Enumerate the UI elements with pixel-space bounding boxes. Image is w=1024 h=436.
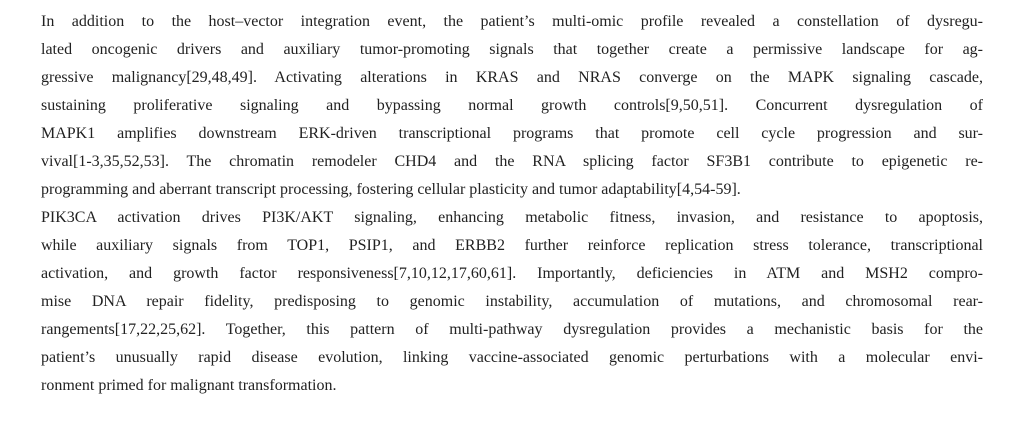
text-line: lated oncogenic drivers and auxiliary tumor-promoting signals that together create a permissive landscape for ag-: [41, 41, 983, 58]
text-line: In addition to the host–vector integration event, the patient’s multi-omic profile revealed a constellation of dysregu-: [41, 13, 983, 30]
text-line: programming and aberrant transcript processing, fostering cellular plasticity and tumor adaptability[4,54-59].: [41, 181, 741, 198]
text-line: activation, and growth factor responsiveness[7,10,12,17,60,61]. Importantly, deficiencies in ATM and MSH2 compro-: [41, 265, 983, 282]
text-line: PIK3CA activation drives PI3K/AKT signaling, enhancing metabolic fitness, invasion, and resistance to apoptosis,: [41, 209, 983, 226]
text-line: mise DNA repair fidelity, predisposing to genomic instability, accumulation of mutations, and chromosomal rear-: [41, 293, 983, 310]
text-line: rangements[17,22,25,62]. Together, this pattern of multi-pathway dysregulation provides a mechanistic basis for the: [41, 321, 983, 338]
text-line: sustaining proliferative signaling and bypassing normal growth controls[9,50,51]. Concurrent dysregulation of: [41, 97, 983, 114]
text-line: MAPK1 amplifies downstream ERK-driven transcriptional programs that promote cell cycle progression and sur-: [41, 125, 983, 142]
text-line: gressive malignancy[29,48,49]. Activating alterations in KRAS and NRAS converge on the MAPK signaling cascade,: [41, 69, 983, 86]
text-line: while auxiliary signals from TOP1, PSIP1, and ERBB2 further reinforce replication stress tolerance, transcriptional: [41, 237, 983, 254]
text-line: ronment primed for malignant transformation.: [41, 377, 337, 394]
text-line: vival[1-3,35,52,53]. The chromatin remodeler CHD4 and the RNA splicing factor SF3B1 contribute to epigenetic re-: [41, 153, 983, 170]
text-line: patient’s unusually rapid disease evolution, linking vaccine-associated genomic perturbations with a molecular envi-: [41, 349, 983, 366]
body-paragraph: [41, 8, 983, 400]
